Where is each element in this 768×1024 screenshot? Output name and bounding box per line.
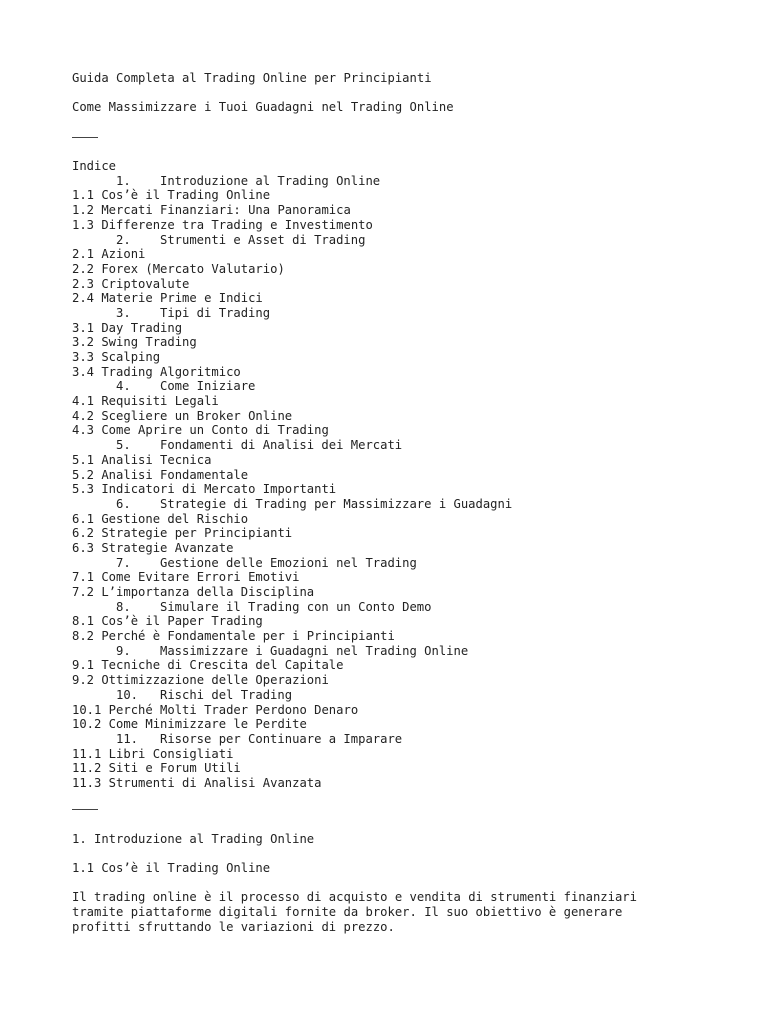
body-paragraph [72, 890, 742, 934]
toc-section-entry: 2.4 Materie Prime e Indici [72, 291, 263, 306]
table-of-contents [72, 174, 742, 791]
toc-section-entry: 6.2 Strategie per Principianti [72, 526, 293, 541]
index-heading: Indice [72, 159, 117, 174]
toc-chapter-title: Massimizzare i Guadagni nel Trading Online [160, 643, 469, 658]
section-heading: 1. Introduzione al Trading Online [72, 831, 315, 846]
toc-section-entry: 8.2 Perché è Fondamentale per i Principianti [72, 629, 395, 644]
toc-chapter-title: Simulare il Trading con un Conto Demo [160, 599, 432, 614]
spacer [72, 876, 742, 891]
toc-section-entry: 10.2 Come Minimizzare le Perdite [72, 717, 307, 732]
toc-chapter-title: Fondamenti di Analisi dei Mercati [160, 438, 403, 453]
toc-chapter-number: 11. [116, 731, 139, 746]
toc-chapter-number: 8. [116, 599, 131, 614]
toc-section-entry: 3.1 Day Trading [72, 320, 183, 335]
toc-chapter-number: 6. [116, 496, 131, 511]
document-page [72, 71, 742, 934]
toc-section-entry: 5.2 Analisi Fondamentale [72, 467, 249, 482]
toc-section-entry: 9.1 Tecniche di Crescita del Capitale [72, 658, 344, 673]
toc-chapter-title: Rischi del Trading [160, 687, 293, 702]
toc-chapter-title: Strategie di Trading per Massimizzare i Guadagni [160, 496, 513, 511]
toc-chapter-number: 2. [116, 232, 131, 247]
toc-chapter-entry [72, 174, 742, 189]
toc-section-entry: 10.1 Perché Molti Trader Perdono Denaro [72, 702, 359, 717]
spacer [72, 846, 742, 861]
document-title: Guida Completa al Trading Online per Principianti [72, 71, 432, 85]
toc-section-entry: 3.4 Trading Algoritmico [72, 364, 241, 379]
toc-chapter-title: Tipi di Trading [160, 305, 271, 320]
toc-section-entry: 1.2 Mercati Finanziari: Una Panoramica [72, 203, 351, 218]
toc-section-entry: 7.1 Come Evitare Errori Emotivi [72, 570, 300, 585]
toc-chapter-number: 3. [116, 305, 131, 320]
toc-section-entry: 7.2 L’importanza della Disciplina [72, 585, 315, 599]
toc-chapter-title: Gestione delle Emozioni nel Trading [160, 555, 417, 570]
toc-chapter-number: 4. [116, 379, 131, 394]
subsection-heading: 1.1 Cos’è il Trading Online [72, 861, 271, 875]
spacer [72, 810, 742, 832]
spacer [72, 138, 742, 159]
toc-chapter-number: 1. [116, 173, 131, 188]
toc-chapter-entry [72, 600, 742, 615]
toc-section-entry: 11.1 Libri Consigliati [72, 746, 234, 761]
toc-chapter-entry [72, 688, 742, 703]
toc-chapter-title: Come Iniziare [160, 379, 256, 394]
toc-section-entry: 5.1 Analisi Tecnica [72, 452, 212, 467]
toc-section-entry: 11.3 Strumenti di Analisi Avanzata [72, 775, 322, 790]
toc-section-entry: 2.2 Forex (Mercato Valutario) [72, 261, 285, 276]
toc-section-entry: 3.2 Swing Trading [72, 335, 197, 350]
toc-chapter-number: 7. [116, 555, 131, 570]
toc-chapter-title: Strumenti e Asset di Trading [160, 232, 366, 247]
toc-chapter-entry [72, 438, 742, 453]
toc-section-entry: 6.3 Strategie Avanzate [72, 540, 234, 555]
toc-chapter-entry [72, 497, 742, 512]
toc-section-entry: 4.1 Requisiti Legali [72, 394, 219, 409]
toc-section-entry: 9.2 Ottimizzazione delle Operazioni [72, 673, 329, 688]
toc-chapter-number: 10. [116, 687, 139, 702]
document-subtitle: Come Massimizzare i Tuoi Guadagni nel Trading Online [72, 100, 454, 115]
paragraph-line: Il trading online è il processo di acquisto e vendita di strumenti finanziari [72, 890, 637, 905]
toc-chapter-entry [72, 556, 742, 571]
toc-chapter-number: 5. [116, 438, 131, 453]
toc-chapter-entry [72, 644, 742, 659]
toc-section-entry: 3.3 Scalping [72, 350, 161, 364]
toc-section-entry: 1.1 Cos’è il Trading Online [72, 188, 271, 203]
toc-section-entry: 4.2 Scegliere un Broker Online [72, 408, 293, 423]
paragraph-line: profitti sfruttando le variazioni di prezzo. [72, 919, 395, 934]
toc-section-entry: 2.1 Azioni [72, 247, 146, 262]
toc-chapter-entry [72, 379, 742, 394]
toc-chapter-entry [72, 732, 742, 747]
toc-section-entry: 11.2 Siti e Forum Utili [72, 761, 241, 776]
toc-section-entry: 2.3 Criptovalute [72, 276, 190, 291]
toc-section-entry: 6.1 Gestione del Rischio [72, 511, 249, 526]
toc-section-entry: 5.3 Indicatori di Mercato Importanti [72, 482, 337, 497]
paragraph-line: tramite piattaforme digitali fornite da broker. Il suo obiettivo è generare [72, 905, 623, 920]
toc-chapter-entry [72, 233, 742, 248]
toc-chapter-title: Risorse per Continuare a Imparare [160, 731, 403, 746]
toc-section-entry: 8.1 Cos’è il Paper Trading [72, 614, 263, 629]
toc-chapter-entry [72, 306, 742, 321]
toc-chapter-number: 9. [116, 643, 131, 658]
toc-section-entry: 4.3 Come Aprire un Conto di Trading [72, 423, 329, 438]
toc-section-entry: 1.3 Differenze tra Trading e Investimento [72, 217, 373, 232]
spacer [72, 86, 742, 101]
toc-chapter-title: Introduzione al Trading Online [160, 173, 381, 188]
